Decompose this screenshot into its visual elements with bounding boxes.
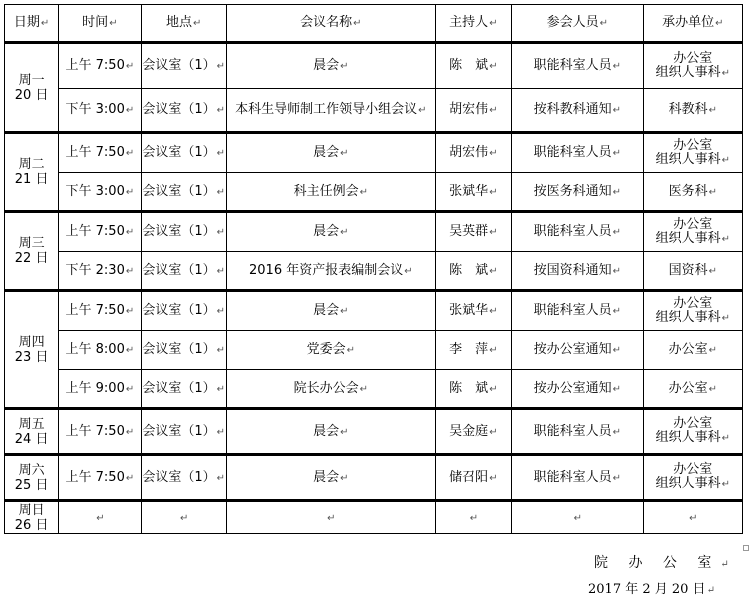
attendees-cell: 职能科室人员↵ xyxy=(512,291,644,331)
table-row xyxy=(5,173,743,212)
host-cell: 张斌华↵ xyxy=(435,291,511,331)
unit-line: 组织人事科↵ xyxy=(655,476,730,491)
day-cell: 周一 20 日 xyxy=(5,43,59,133)
attendees-cell: 职能科室人员↵ xyxy=(512,133,644,173)
unit-cell xyxy=(643,370,742,409)
unit-line: 国资科↵ xyxy=(668,262,717,278)
unit-line: 组织人事科↵ xyxy=(655,309,730,325)
place-cell: 会议室（1）↵ xyxy=(141,455,226,501)
day-cell: 周五 24 日 xyxy=(5,409,59,455)
meeting-schedule-table xyxy=(4,4,743,534)
unit-cell xyxy=(643,89,742,133)
day-group xyxy=(5,291,743,409)
table-row xyxy=(5,43,743,89)
time-cell: 上午 7:50↵ xyxy=(59,212,141,252)
meeting-name-cell: 党委会↵ xyxy=(226,331,435,370)
meeting-name-cell: 科主任例会↵ xyxy=(226,173,435,212)
table-row xyxy=(5,133,743,173)
unit-line: 组织人事科↵ xyxy=(655,151,730,167)
day-group xyxy=(5,43,743,133)
unit-cell xyxy=(643,133,742,173)
meeting-name-cell: 本科生导师制工作领导小组会议↵ xyxy=(226,89,435,133)
time-cell: 上午 9:00↵ xyxy=(59,370,141,409)
meeting-name-cell: 晨会↵ xyxy=(226,409,435,455)
time-cell: 上午 7:50↵ xyxy=(59,43,141,89)
table-row xyxy=(5,252,743,291)
day-group xyxy=(5,133,743,212)
meeting-name-cell: 晨会↵ xyxy=(226,212,435,252)
unit-line: 办公室 xyxy=(673,137,713,153)
attendees-cell: 按国资科通知↵ xyxy=(512,252,644,291)
unit-line: 办公室 xyxy=(673,295,713,311)
unit-cell xyxy=(643,331,742,370)
unit-line: 办公室↵ xyxy=(668,380,717,396)
time-cell: 上午 7:50↵ xyxy=(59,409,141,455)
day-cell: 周二 21 日 xyxy=(5,133,59,212)
table-resize-handle[interactable] xyxy=(743,545,749,551)
place-cell: ↵ xyxy=(141,501,226,534)
meeting-name-cell: 2016 年资产报表编制会议↵ xyxy=(226,252,435,291)
place-cell: 会议室（1）↵ xyxy=(141,291,226,331)
host-cell: 陈 斌↵ xyxy=(435,43,511,89)
host-cell: 陈 斌↵ xyxy=(435,252,511,291)
meeting-name-cell: 晨会↵ xyxy=(226,43,435,89)
header-attendees: 参会人员↵ xyxy=(512,5,644,43)
unit-line: 办公室 xyxy=(673,216,713,232)
unit-line: 组织人事科↵ xyxy=(655,64,730,80)
attendees-cell: ↵ xyxy=(512,501,644,534)
unit-cell xyxy=(643,252,742,291)
day-group xyxy=(5,501,743,534)
host-cell: 李 萍↵ xyxy=(435,331,511,370)
unit-cell xyxy=(643,212,742,252)
place-cell: 会议室（1）↵ xyxy=(141,212,226,252)
unit-line: 组织人事科↵ xyxy=(655,430,730,445)
time-cell: 下午 3:00↵ xyxy=(59,173,141,212)
header-host: 主持人↵ xyxy=(435,5,511,43)
day-cell: 周三 22 日 xyxy=(5,212,59,291)
footer-organization: 院 办 公 室↵ xyxy=(594,555,737,571)
time-cell: 下午 3:00↵ xyxy=(59,89,141,133)
time-cell: 下午 2:30↵ xyxy=(59,252,141,291)
place-cell: 会议室（1）↵ xyxy=(141,89,226,133)
table-row xyxy=(5,455,743,501)
host-cell: 储召阳↵ xyxy=(435,455,511,501)
unit-line: 办公室 xyxy=(673,462,713,477)
table-row xyxy=(5,370,743,409)
place-cell: 会议室（1）↵ xyxy=(141,43,226,89)
host-cell: 吴金庭↵ xyxy=(435,409,511,455)
meeting-name-cell: ↵ xyxy=(226,501,435,534)
attendees-cell: 职能科室人员↵ xyxy=(512,212,644,252)
unit-line: 医务科↵ xyxy=(668,183,717,199)
unit-cell xyxy=(643,173,742,212)
unit-line: 办公室 xyxy=(673,416,713,431)
day-cell: 周日 26 日 xyxy=(5,501,59,534)
meeting-name-cell: 院长办公会↵ xyxy=(226,370,435,409)
unit-line: 组织人事科↵ xyxy=(655,230,730,246)
attendees-cell: 职能科室人员↵ xyxy=(512,409,644,455)
unit-cell xyxy=(643,501,742,534)
unit-cell xyxy=(643,455,742,501)
host-cell: 张斌华↵ xyxy=(435,173,511,212)
place-cell: 会议室（1）↵ xyxy=(141,173,226,212)
host-cell: 陈 斌↵ xyxy=(435,370,511,409)
table-header xyxy=(5,5,743,43)
time-cell: 上午 7:50↵ xyxy=(59,133,141,173)
unit-cell xyxy=(643,409,742,455)
header-unit: 承办单位↵ xyxy=(643,5,742,43)
time-cell: 上午 7:50↵ xyxy=(59,455,141,501)
table-row xyxy=(5,501,743,534)
place-cell: 会议室（1）↵ xyxy=(141,133,226,173)
place-cell: 会议室（1）↵ xyxy=(141,331,226,370)
unit-line: ↵ xyxy=(689,512,698,524)
day-group xyxy=(5,455,743,501)
day-cell: 周六 25 日 xyxy=(5,455,59,501)
attendees-cell: 按科教科通知↵ xyxy=(512,89,644,133)
host-cell: 胡宏伟↵ xyxy=(435,133,511,173)
unit-cell xyxy=(643,291,742,331)
header-place: 地点↵ xyxy=(141,5,226,43)
meeting-name-cell: 晨会↵ xyxy=(226,291,435,331)
meeting-name-cell: 晨会↵ xyxy=(226,455,435,501)
host-cell: 胡宏伟↵ xyxy=(435,89,511,133)
header-meeting: 会议名称↵ xyxy=(226,5,435,43)
table-row xyxy=(5,212,743,252)
attendees-cell: 职能科室人员↵ xyxy=(512,455,644,501)
table-row xyxy=(5,331,743,370)
day-group xyxy=(5,212,743,291)
host-cell: ↵ xyxy=(435,501,511,534)
table-row xyxy=(5,89,743,133)
attendees-cell: 按办公室通知↵ xyxy=(512,370,644,409)
place-cell: 会议室（1）↵ xyxy=(141,409,226,455)
time-cell: 上午 7:50↵ xyxy=(59,291,141,331)
unit-line: 办公室 xyxy=(673,50,713,66)
day-cell: 周四 23 日 xyxy=(5,291,59,409)
attendees-cell: 职能科室人员↵ xyxy=(512,43,644,89)
table-row xyxy=(5,291,743,331)
time-cell: ↵ xyxy=(59,501,141,534)
unit-cell xyxy=(643,43,742,89)
unit-line: 办公室↵ xyxy=(668,342,717,357)
host-cell: 吴英群↵ xyxy=(435,212,511,252)
header-time: 时间↵ xyxy=(59,5,141,43)
place-cell: 会议室（1）↵ xyxy=(141,252,226,291)
header-day: 日期↵ xyxy=(5,5,59,43)
meeting-name-cell: 晨会↵ xyxy=(226,133,435,173)
attendees-cell: 按办公室通知↵ xyxy=(512,331,644,370)
day-group xyxy=(5,409,743,455)
header-row xyxy=(5,5,743,43)
table-row xyxy=(5,409,743,455)
place-cell: 会议室（1）↵ xyxy=(141,370,226,409)
footer-date: 2017 年 2 月 20 日↵ xyxy=(588,582,715,597)
unit-line: 科教科↵ xyxy=(668,102,717,117)
time-cell: 上午 8:00↵ xyxy=(59,331,141,370)
attendees-cell: 按医务科通知↵ xyxy=(512,173,644,212)
